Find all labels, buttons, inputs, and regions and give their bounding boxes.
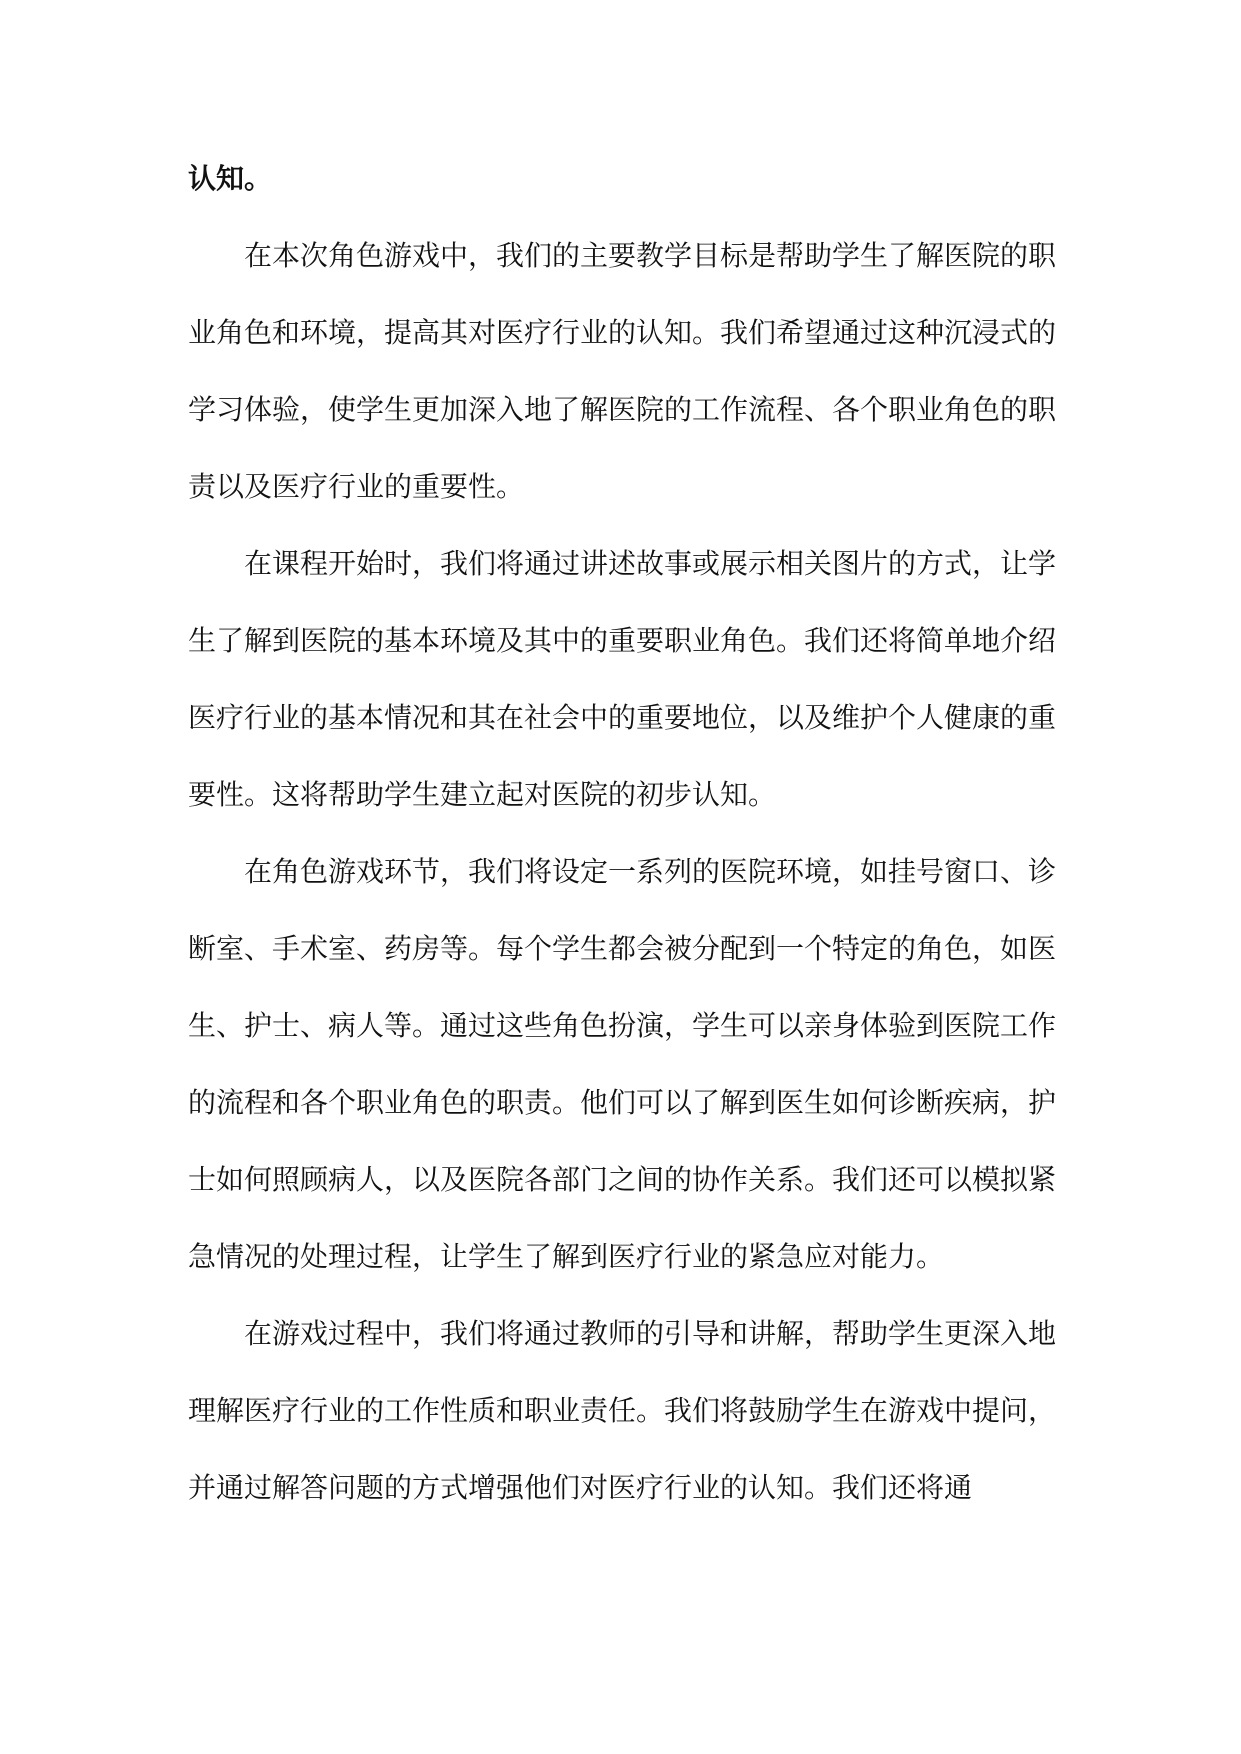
paragraph-teaching-goal: 在本次角色游戏中，我们的主要教学目标是帮助学生了解医院的职业角色和环境，提高其对医疗行业的认知。我们希望通过这种沉浸式的学习体验，使学生更加深入地了解医院的工作流程、各个职业角色的职责以及医疗行业的重要性。 <box>188 239 1057 503</box>
paragraph-course-start: 在课程开始时，我们将通过讲述故事或展示相关图片的方式，让学生了解到医院的基本环境及其中的重要职业角色。我们还将简单地介绍医疗行业的基本情况和其在社会中的重要地位，以及维护个人健康的重要性。这将帮助学生建立起对医院的初步认知。 <box>188 547 1057 811</box>
paragraph-role-play: 在角色游戏环节，我们将设定一系列的医院环境，如挂号窗口、诊断室、手术室、药房等。每个学生都会被分配到一个特定的角色，如医生、护士、病人等。通过这些角色扮演，学生可以亲身体验到医院工作的流程和各个职业角色的职责。他们可以了解到医生如何诊断疾病，护士如何照顾病人，以及医院各部门之间的协作关系。我们还可以模拟紧急情况的处理过程，让学生了解到医疗行业的紧急应对能力。 <box>188 855 1057 1273</box>
paragraph-game-process: 在游戏过程中，我们将通过教师的引导和讲解，帮助学生更深入地理解医疗行业的工作性质和职业责任。我们将鼓励学生在游戏中提问，并通过解答问题的方式增强他们对医疗行业的认知。我们还将通 <box>188 1317 1057 1504</box>
paragraph-continuation: 认知。 <box>188 162 273 195</box>
document-body <box>188 140 1056 1526</box>
